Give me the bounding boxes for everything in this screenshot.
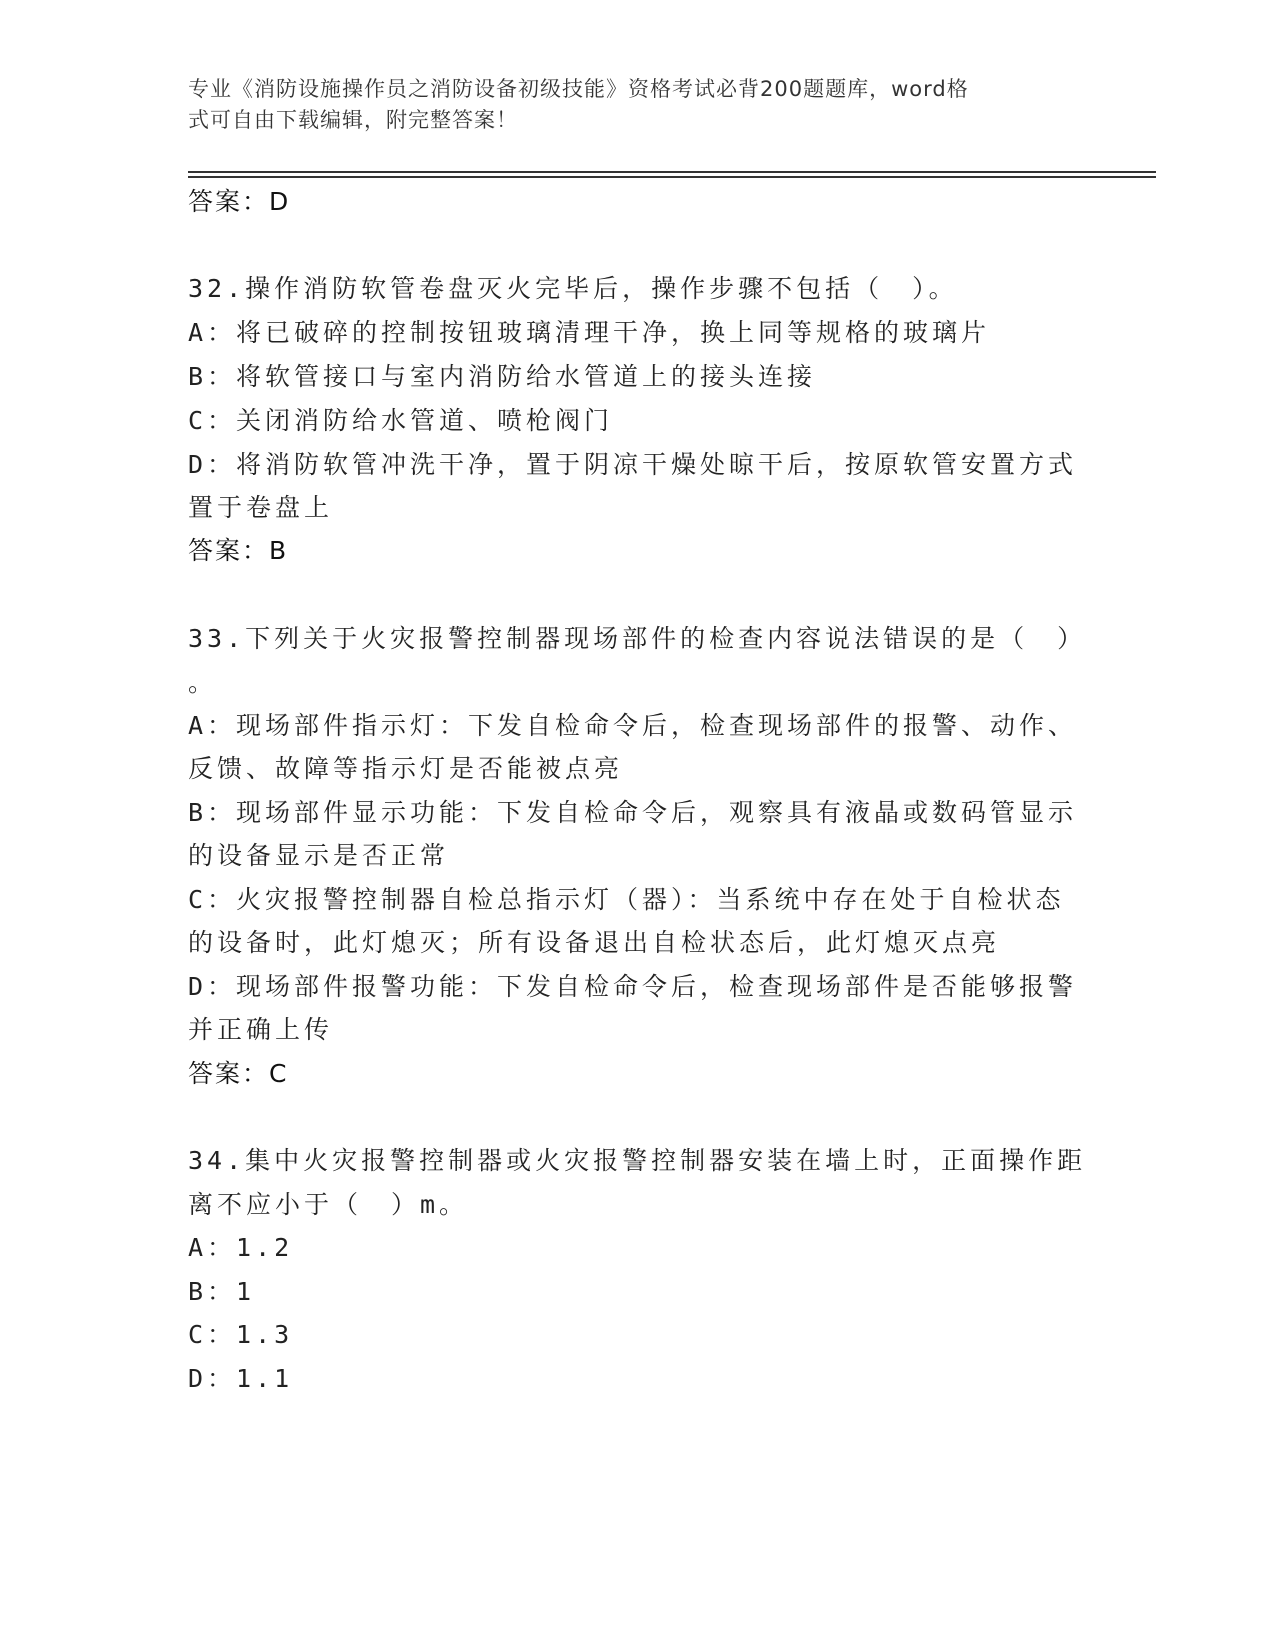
question-32-option-b: B：将软管接口与室内消防给水管道上的接头连接: [188, 362, 817, 391]
header-rule-lower: [188, 176, 1156, 178]
question-32-option-c: C：关闭消防给水管道、喷枪阀门: [188, 406, 614, 435]
question-34-text-continued: 离不应小于（ ）m。: [188, 1190, 469, 1219]
question-33-text: 33.下列关于火灾报警控制器现场部件的检查内容说法错误的是（ ）: [188, 624, 1087, 653]
document-header: [188, 74, 1068, 136]
header-title-line-2: 式可自由下载编辑，附完整答案！: [188, 108, 518, 132]
question-32-option-d-continued: 置于卷盘上: [188, 493, 334, 522]
question-32-option-a: A：将已破碎的控制按钮玻璃清理干净，换上同等规格的玻璃片: [188, 318, 991, 347]
header-rule-upper: [188, 171, 1156, 173]
previous-question-answer: 答案：D: [188, 187, 291, 216]
question-33-option-b-continued: 的设备显示是否正常: [188, 841, 450, 870]
question-34-option-d: D：1.1: [188, 1364, 294, 1393]
question-34-option-b: B：1: [188, 1277, 256, 1306]
question-32-text: 32.操作消防软管卷盘灭火完毕后，操作步骤不包括（ ）。: [188, 274, 958, 303]
question-33-option-a-continued: 反馈、故障等指示灯是否能被点亮: [188, 754, 624, 783]
question-34-option-a: A：1.2: [188, 1233, 294, 1262]
question-34-option-c: C：1.3: [188, 1320, 294, 1349]
header-title-line-1: 专业《消防设施操作员之消防设备初级技能》资格考试必背200题题库，word格: [188, 77, 969, 101]
question-33-option-d-continued: 并正确上传: [188, 1015, 334, 1044]
question-33-option-c: C：火灾报警控制器自检总指示灯（器）：当系统中存在处于自检状态: [188, 885, 1065, 914]
question-33-option-b: B：现场部件显示功能：下发自检命令后，观察具有液晶或数码管显示: [188, 798, 1078, 827]
question-34-text: 34.集中火灾报警控制器或火灾报警控制器安装在墙上时，正面操作距: [188, 1146, 1087, 1175]
question-33-option-a: A：现场部件指示灯：下发自检命令后，检查现场部件的报警、动作、: [188, 711, 1078, 740]
question-33-option-c-continued: 的设备时，此灯熄灭；所有设备退出自检状态后，此灯熄灭点亮: [188, 928, 1001, 957]
question-32-answer: 答案：B: [188, 536, 289, 565]
question-33-option-d: D：现场部件报警功能：下发自检命令后，检查现场部件是否能够报警: [188, 972, 1078, 1001]
question-33-answer: 答案：C: [188, 1059, 289, 1088]
question-32-option-d: D：将消防软管冲洗干净，置于阴凉干燥处晾干后，按原软管安置方式: [188, 450, 1078, 479]
question-33-text-continued: 。: [188, 668, 218, 697]
